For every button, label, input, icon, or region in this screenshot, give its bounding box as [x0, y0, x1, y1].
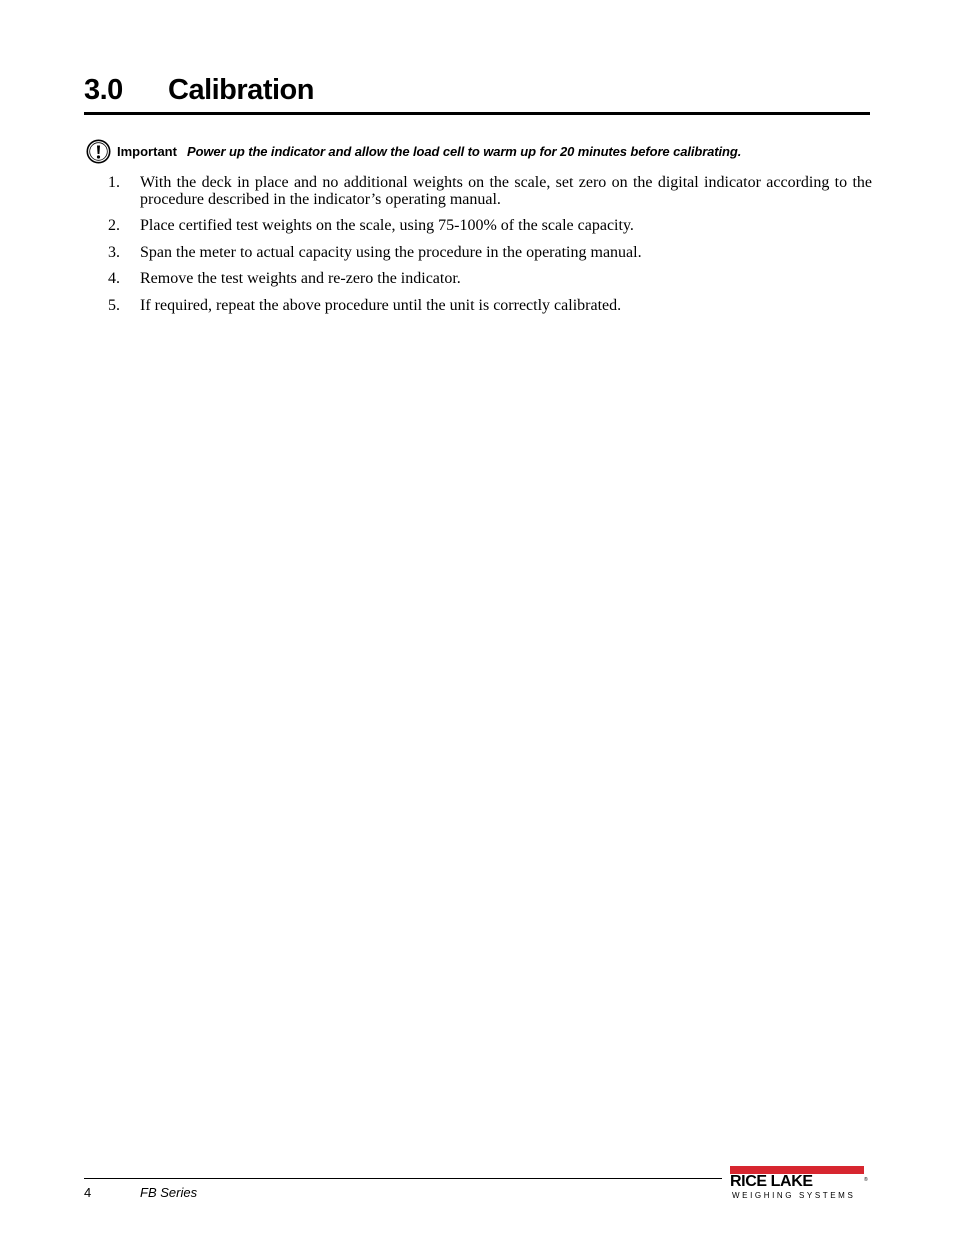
step-text: With the deck in place and no additional weights on the scale, set zero on the digital indicator according to the procedure described in the indicator’s operating manual. — [140, 174, 872, 208]
list-item — [108, 218, 872, 235]
logo-tagline: WEIGHING SYSTEMS — [732, 1191, 856, 1200]
list-item — [108, 245, 872, 262]
step-number: 1. — [108, 174, 120, 191]
important-text: Power up the indicator and allow the load cell to warm up for 20 minutes before calibrating. — [187, 143, 742, 159]
step-number: 4. — [108, 270, 120, 287]
logo-wordmark: RICE LAKE — [730, 1173, 813, 1190]
step-number: 2. — [108, 217, 120, 234]
page-title — [84, 70, 314, 110]
step-number: 5. — [108, 296, 120, 314]
page-number: 4 — [84, 1185, 92, 1200]
important-note — [86, 136, 876, 166]
list-item — [108, 298, 872, 315]
important-label: Important — [117, 143, 177, 159]
list-item — [108, 175, 872, 208]
logo-registered-mark: ® — [864, 1177, 868, 1183]
step-text: Span the meter to actual capacity using the procedure in the operating manual. — [140, 243, 642, 261]
step-text: Remove the test weights and re-zero the indicator. — [140, 270, 461, 287]
calibration-steps — [108, 175, 872, 324]
list-item — [108, 271, 872, 288]
step-number: 3. — [108, 243, 120, 261]
section-number: 3.0 — [84, 74, 123, 106]
section-title: Calibration — [168, 74, 314, 106]
rice-lake-logo — [730, 1166, 870, 1202]
step-text: If required, repeat the above procedure until the unit is correctly calibrated. — [140, 296, 622, 314]
footer-divider — [84, 1178, 722, 1179]
step-text: Place certified test weights on the scale, using 75-100% of the scale capacity. — [140, 217, 634, 234]
title-divider — [84, 112, 870, 115]
exclamation-circle-icon — [86, 139, 111, 164]
footer-series: FB Series — [140, 1185, 198, 1200]
